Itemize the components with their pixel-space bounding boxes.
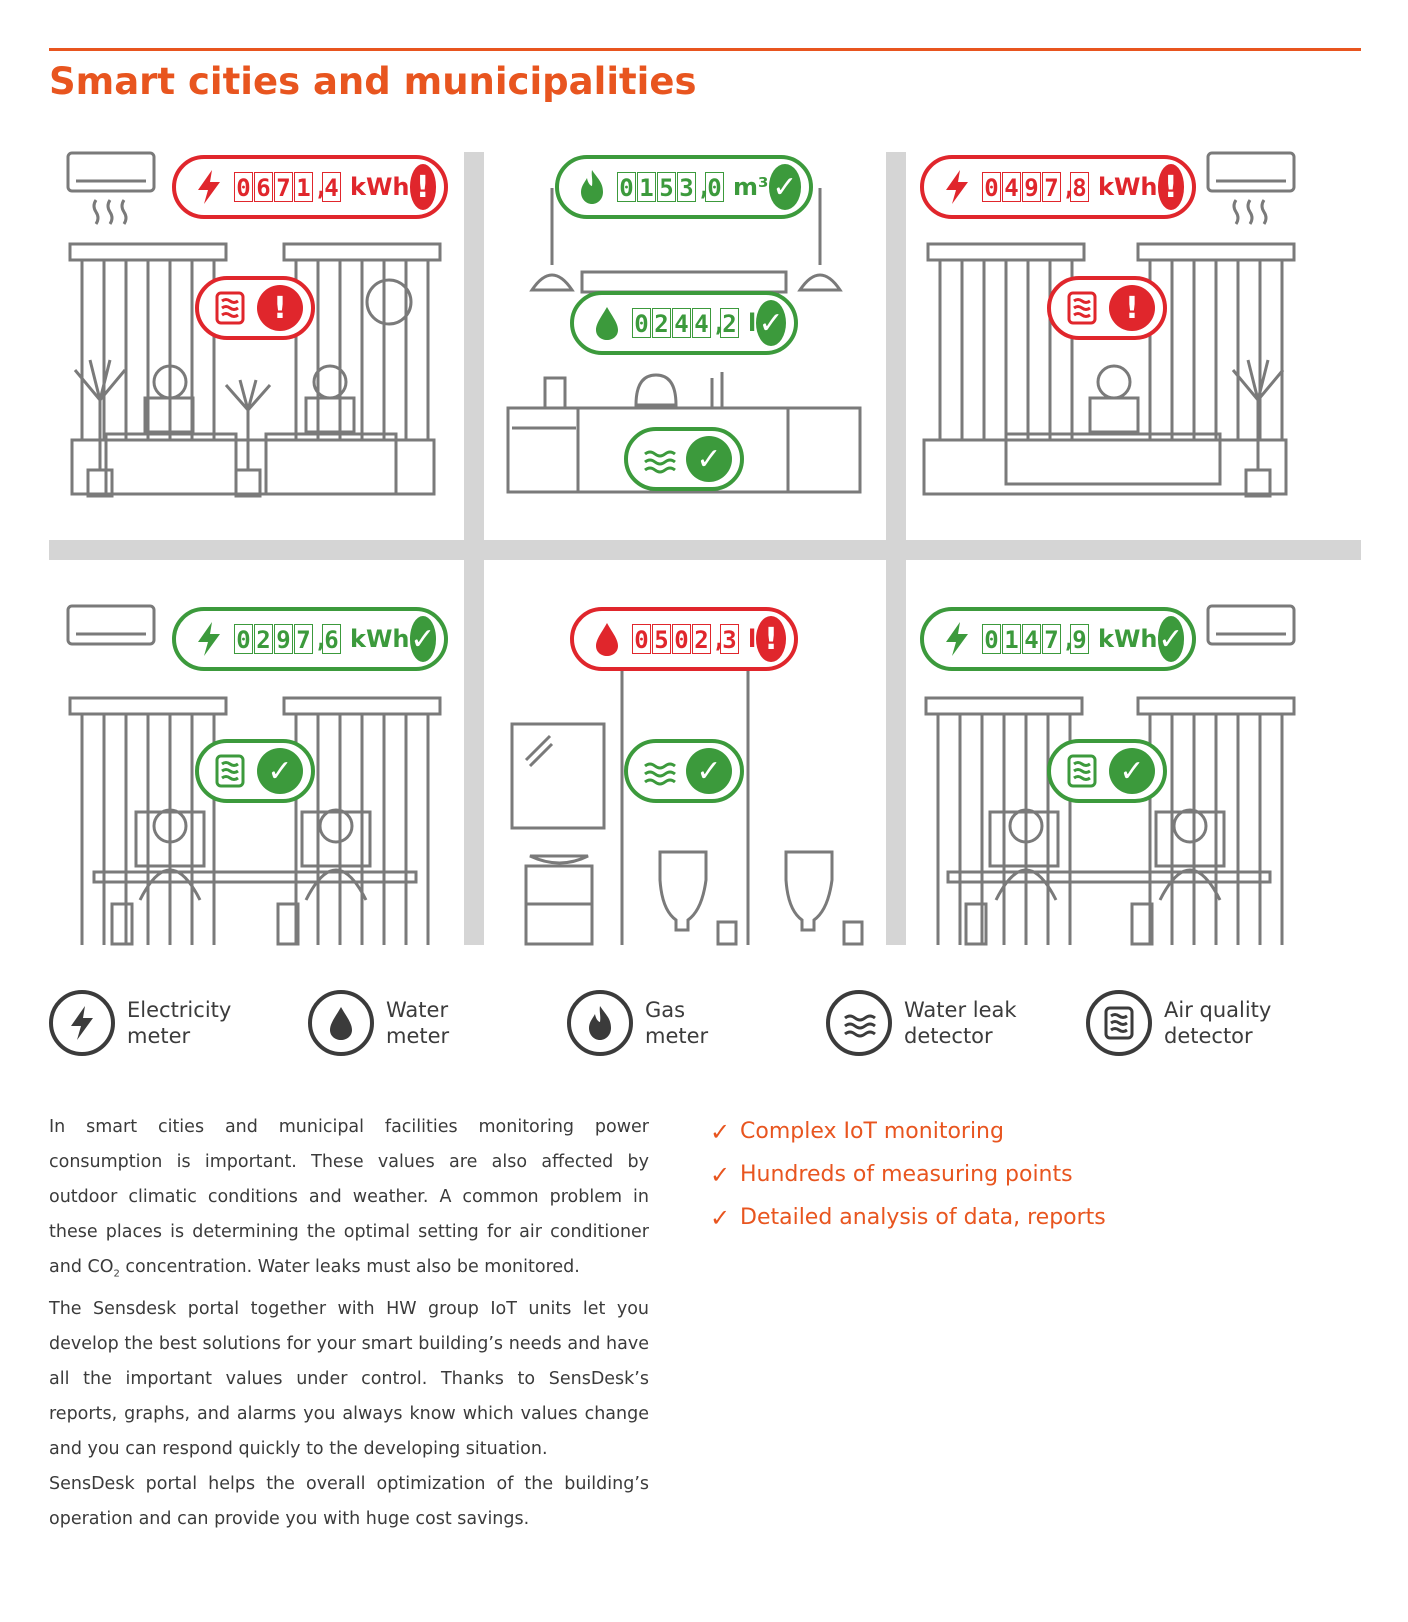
feature-item: ✓ Complex IoT monitoring — [710, 1117, 1004, 1146]
page-title: Smart cities and municipalities — [49, 60, 697, 103]
lightning-icon — [192, 167, 226, 207]
decimal-separator: , — [697, 173, 712, 201]
meter-reading — [632, 308, 740, 338]
meter-unit: kWh — [350, 173, 410, 201]
meter-water-kitchen — [570, 291, 798, 355]
digit: 9 — [274, 624, 293, 654]
meter-unit: m³ — [733, 173, 769, 201]
grid-divider — [886, 152, 906, 540]
water-leak-icon — [642, 751, 676, 791]
legend-label: Air quality detector — [1164, 998, 1272, 1048]
digit: 2 — [692, 624, 711, 654]
body-text — [49, 1110, 649, 1537]
exclamation-icon: ! — [257, 285, 303, 331]
legend-gas-meter — [567, 990, 708, 1056]
air-quality-icon — [1065, 751, 1099, 791]
grid-divider — [464, 152, 484, 540]
grid-divider — [49, 540, 1361, 560]
meter-electricity-bottom-left — [172, 607, 448, 671]
grid-divider — [886, 560, 906, 945]
decimal-separator: , — [314, 625, 329, 653]
water-leak-icon — [826, 990, 892, 1056]
decimal-separator: , — [314, 173, 329, 201]
water-drop-icon — [590, 303, 624, 343]
sensor-air-quality-bottom-left — [195, 739, 315, 803]
legend-label: Electricity meter — [127, 998, 232, 1048]
digit: 7 — [1042, 172, 1061, 202]
digit: 6 — [322, 624, 341, 654]
digit: 3 — [720, 624, 739, 654]
sensor-air-quality-top-right — [1047, 276, 1167, 340]
digit: 4 — [1002, 172, 1021, 202]
meter-electricity-bottom-right — [920, 607, 1196, 671]
digit: 2 — [254, 624, 273, 654]
digit: 0 — [617, 172, 636, 202]
legend-air-quality-detector — [1086, 990, 1271, 1056]
exclamation-icon: ! — [1109, 285, 1155, 331]
digit: 2 — [720, 308, 739, 338]
legend-electricity-meter — [49, 990, 231, 1056]
paragraph: The Sensdesk portal together with HW group IoT units let you develop the best solutions for your smart building’s needs and have all the important values under control. Thanks to SensDesk’s reports, graphs, and alarms you always know which values change and you can respond quickly to the developing situation. — [49, 1298, 649, 1459]
check-icon: ✓ — [686, 748, 732, 794]
check-icon: ✓ — [710, 1203, 731, 1232]
legend-water-leak-detector — [826, 990, 1017, 1056]
digit: 0 — [672, 624, 691, 654]
water-leak-icon — [642, 439, 676, 479]
decimal-separator: , — [1062, 625, 1077, 653]
digit: 0 — [982, 624, 1001, 654]
decimal-separator: , — [712, 625, 727, 653]
digit: 0 — [632, 308, 651, 338]
grid-divider — [464, 560, 484, 945]
meter-unit: l — [748, 625, 757, 653]
check-icon: ✓ — [257, 748, 303, 794]
legend-label: Water meter — [386, 998, 450, 1048]
air-quality-icon — [1086, 990, 1152, 1056]
digit: 0 — [234, 624, 253, 654]
digit: 2 — [652, 308, 671, 338]
legend-water-meter — [308, 990, 449, 1056]
meter-reading — [982, 624, 1090, 654]
meter-reading — [234, 172, 342, 202]
exclamation-icon: ! — [410, 164, 436, 210]
meter-water-restroom — [570, 607, 798, 671]
meter-unit: kWh — [350, 625, 410, 653]
digit: 6 — [254, 172, 273, 202]
flame-icon — [567, 990, 633, 1056]
meter-electricity-top-right — [920, 155, 1196, 219]
digit: 4 — [672, 308, 691, 338]
meter-reading — [234, 624, 342, 654]
meter-reading — [632, 624, 740, 654]
paragraph: In smart cities and municipal facilities monitoring power consumption is important. These values are also affected by outdoor climatic conditions and weather. A common problem in these places is determining the optimal setting for air conditioner and $CO_2$ concentration. Water leaks must also be monitored. — [49, 1117, 649, 1280]
feature-item: ✓ Hundreds of measuring points — [710, 1160, 1073, 1189]
air-quality-icon — [1065, 288, 1099, 328]
exclamation-icon: ! — [1158, 164, 1184, 210]
check-icon: ✓ — [710, 1117, 731, 1146]
check-icon: ✓ — [1158, 616, 1184, 662]
legend-label: Gas meter — [645, 998, 709, 1048]
check-icon: ✓ — [410, 616, 436, 662]
decimal-separator: , — [1062, 173, 1077, 201]
lightning-icon — [49, 990, 115, 1056]
paragraph: SensDesk portal helps the overall optimization of the building’s operation and can provide you with huge cost savings. — [49, 1473, 649, 1529]
water-drop-icon — [308, 990, 374, 1056]
decimal-separator: , — [712, 309, 727, 337]
digit: 0 — [234, 172, 253, 202]
exclamation-icon: ! — [756, 616, 786, 662]
digit: 3 — [677, 172, 696, 202]
meter-reading — [982, 172, 1090, 202]
legend-label: Water leak detector — [904, 998, 1017, 1048]
digit: 0 — [705, 172, 724, 202]
digit: 1 — [294, 172, 313, 202]
air-quality-icon — [213, 288, 247, 328]
digit: 0 — [632, 624, 651, 654]
digit: 7 — [274, 172, 293, 202]
digit: 4 — [1022, 624, 1041, 654]
digit: 9 — [1022, 172, 1041, 202]
check-icon: ✓ — [710, 1160, 731, 1189]
digit: 9 — [1070, 624, 1089, 654]
digit: 4 — [322, 172, 341, 202]
air-quality-icon — [213, 751, 247, 791]
lightning-icon — [192, 619, 226, 659]
digit: 7 — [294, 624, 313, 654]
sensor-air-quality-bottom-right — [1047, 739, 1167, 803]
flame-icon — [575, 167, 609, 207]
meter-electricity-top-left — [172, 155, 448, 219]
sensor-air-quality-top-left — [195, 276, 315, 340]
digit: 8 — [1070, 172, 1089, 202]
digit: 7 — [1042, 624, 1061, 654]
meter-unit: kWh — [1098, 173, 1158, 201]
lightning-icon — [940, 619, 974, 659]
meter-reading — [617, 172, 725, 202]
digit: 4 — [692, 308, 711, 338]
scene-restroom — [512, 666, 862, 945]
digit: 1 — [1002, 624, 1021, 654]
check-icon: ✓ — [686, 436, 732, 482]
water-drop-icon — [590, 619, 624, 659]
check-icon: ✓ — [756, 300, 786, 346]
digit: 0 — [982, 172, 1001, 202]
check-icon: ✓ — [769, 164, 801, 210]
digit: 1 — [637, 172, 656, 202]
check-icon: ✓ — [1109, 748, 1155, 794]
feature-list — [710, 1110, 1106, 1239]
digit: 5 — [657, 172, 676, 202]
feature-item: ✓ Detailed analysis of data, reports — [710, 1203, 1106, 1232]
sensor-water-leak-restroom — [624, 739, 744, 803]
meter-unit: l — [748, 309, 757, 337]
lightning-icon — [940, 167, 974, 207]
meter-unit: kWh — [1098, 625, 1158, 653]
meter-gas-kitchen — [555, 155, 813, 219]
sensor-water-leak-kitchen — [624, 427, 744, 491]
digit: 5 — [652, 624, 671, 654]
